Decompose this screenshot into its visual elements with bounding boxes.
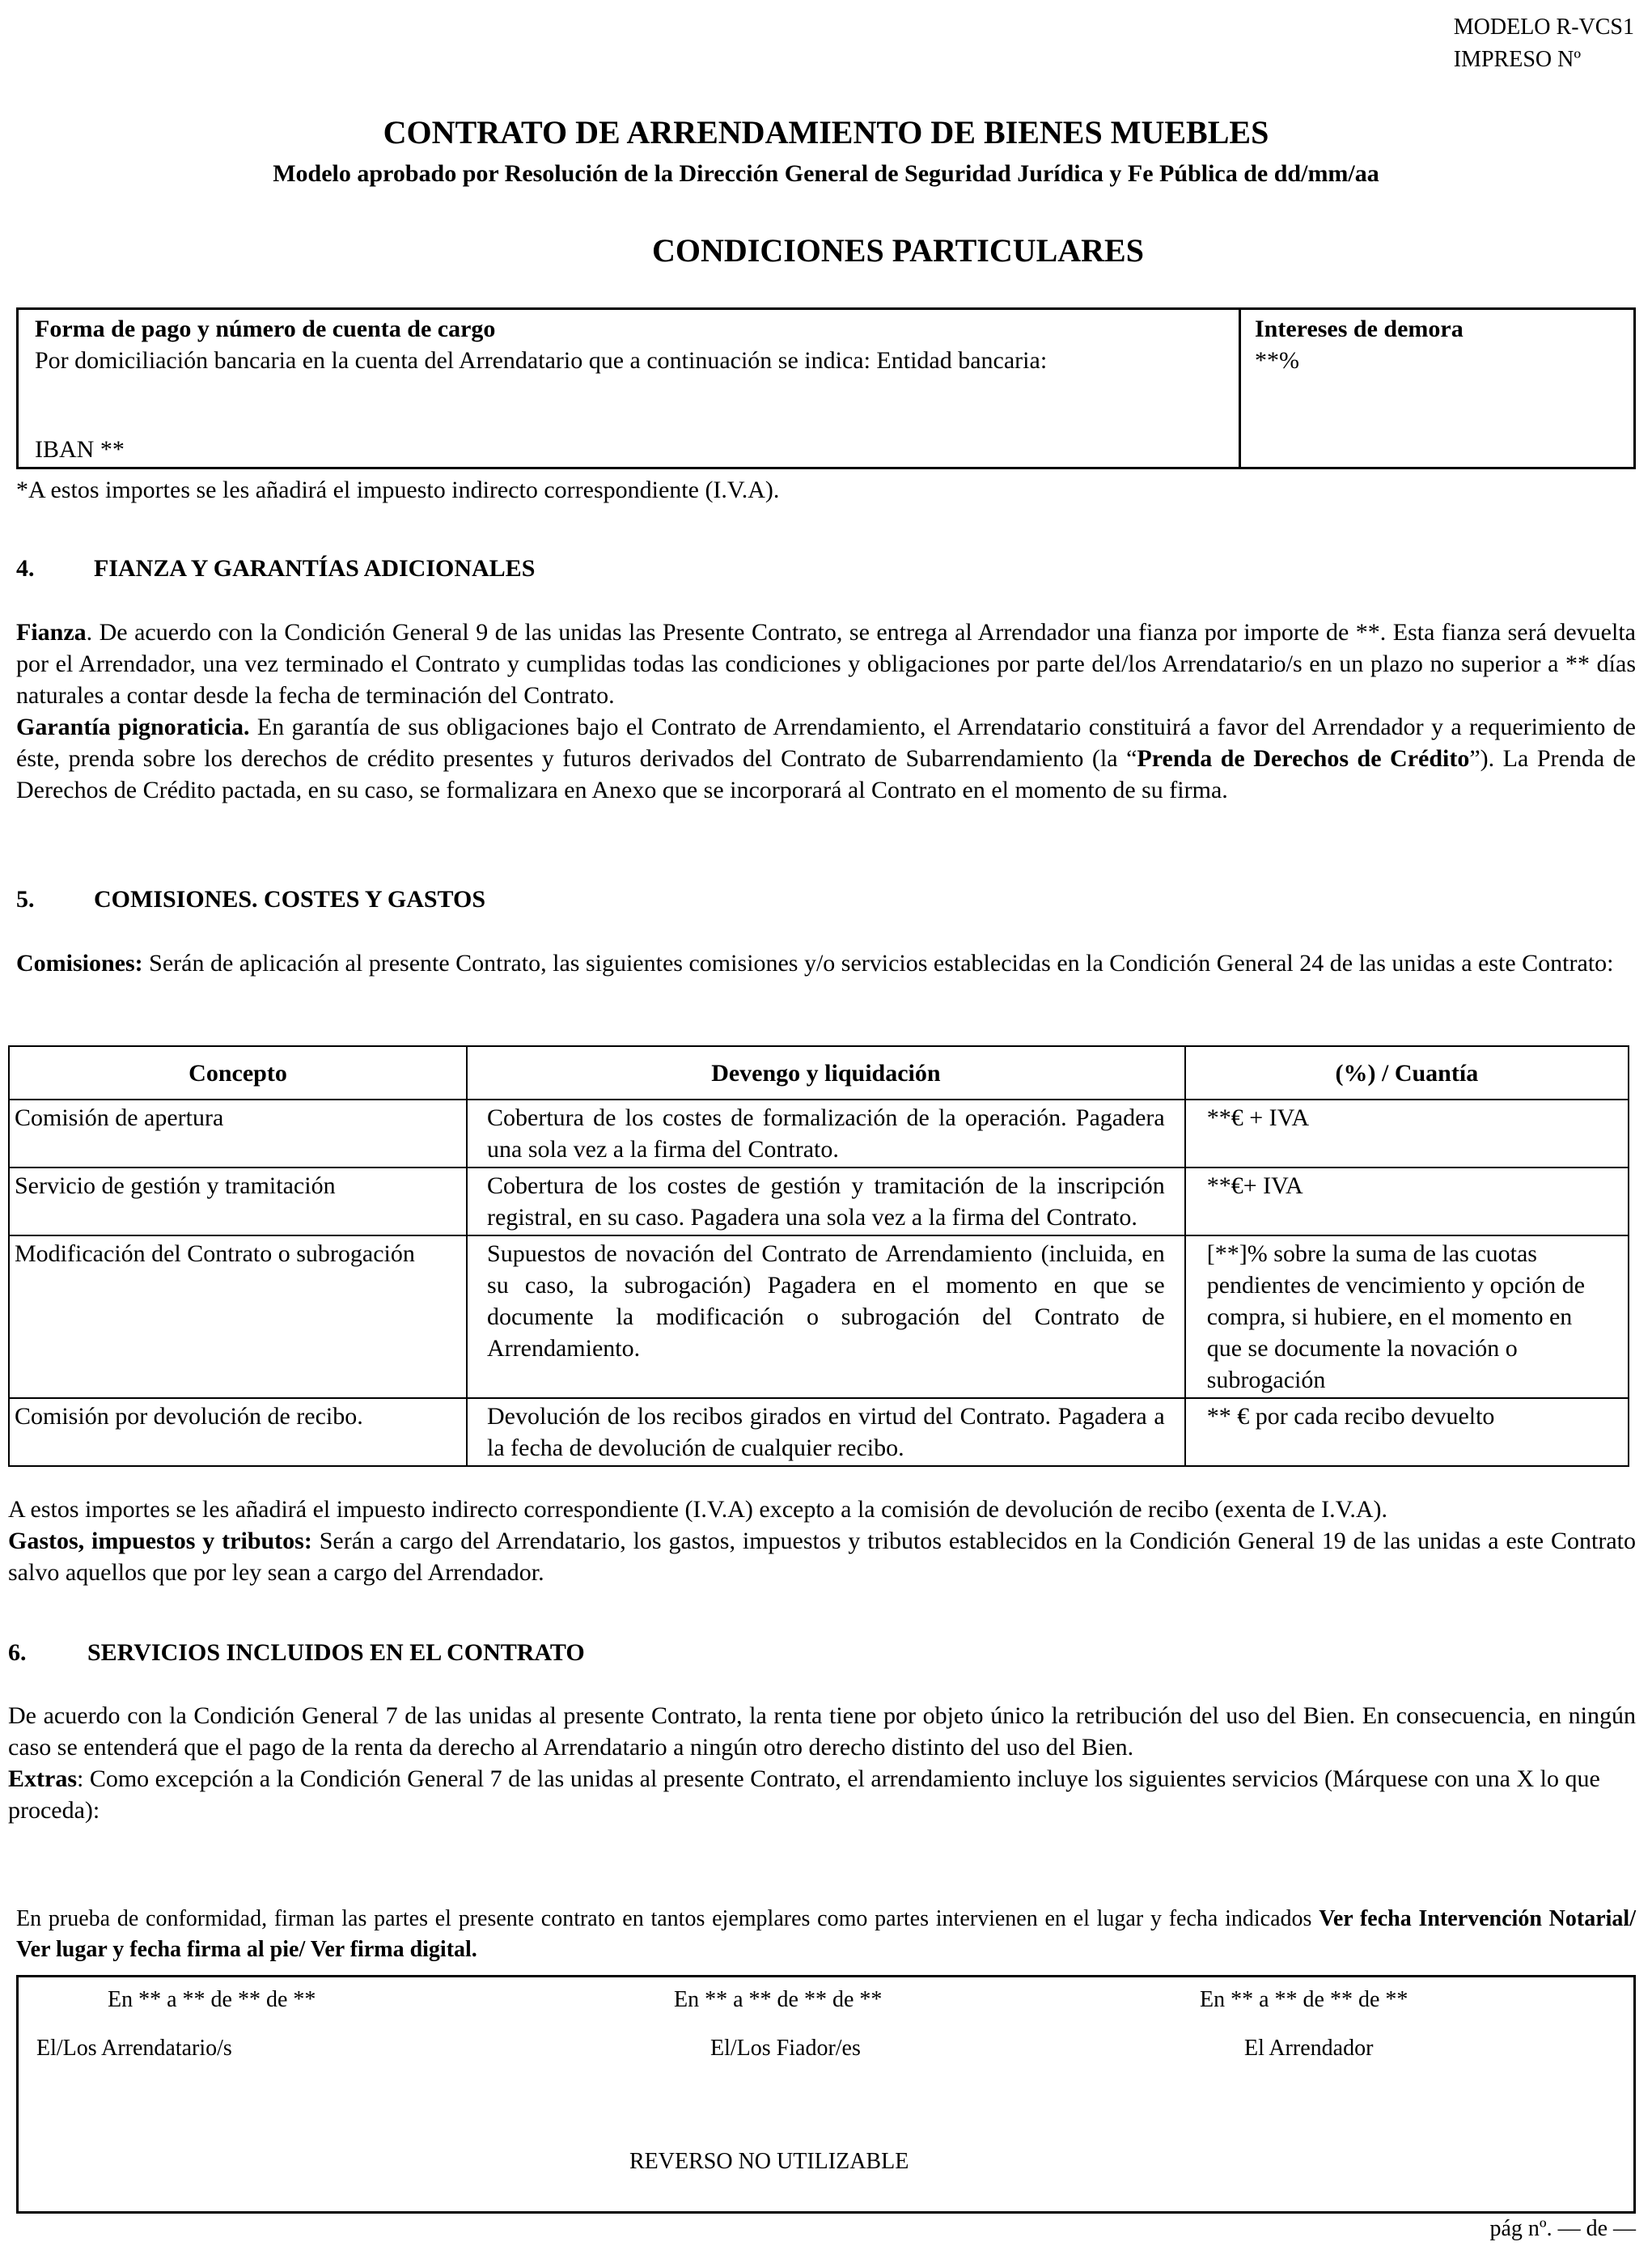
comisiones-paragraph	[16, 947, 1626, 979]
table-cell: Supuestos de novación del Contrato de Arrendamiento (incluida, en su caso, la subrogación) Pagadera en el momento en que se documente la modificación o subrogación del Contrato de Arrendamiento.	[467, 1235, 1185, 1398]
table-cell: [**]% sobre la suma de las cuotas pendientes de vencimiento y opción de compra, si hubiere, en el momento en que se documente la novación o subrogación	[1185, 1235, 1629, 1398]
table-cell: Devolución de los recibos girados en virtud del Contrato. Pagadera a la fecha de devolución de cualquier recibo.	[467, 1398, 1185, 1466]
extras-paragraph	[8, 1763, 1636, 1826]
section-5-title: COMISIONES. COSTES Y GASTOS	[94, 886, 486, 913]
gastos-text: Serán a cargo del Arrendatario, los gastos, impuestos y tributos establecidos en la Condición General 19 de las unidas a este Contrato salvo aquellos que por ley sean a cargo del Arrendador.	[8, 1528, 1636, 1586]
payment-box	[16, 307, 1636, 469]
garantia-label: Garantía pignoraticia.	[16, 714, 250, 740]
payment-text: Por domiciliación bancaria en la cuenta del Arrendatario que a continuación se indica: Entidad bancaria:	[35, 347, 1048, 374]
section-heading: CONDICIONES PARTICULARES	[652, 232, 1144, 269]
table-header-concepto: Concepto	[9, 1046, 467, 1100]
model-code-block	[1454, 11, 1634, 76]
signature-party-arrendatario: El/Los Arrendatario/s	[36, 2036, 232, 2061]
table-cell: Cobertura de los costes de formalización de la operación. Pagadera una sola vez a la firma del Contrato.	[467, 1100, 1185, 1167]
comisiones-text: Serán de aplicación al presente Contrato, las siguientes comisiones y/o servicios establecidas en la Condición General 24 de las unidas a este Contrato:	[142, 950, 1614, 977]
table-row	[9, 1100, 1629, 1167]
page-number: pág nº. — de —	[1489, 2216, 1636, 2241]
model-code: MODELO R-VCS1	[1453, 15, 1634, 40]
reverse-note: REVERSO NO UTILIZABLE	[629, 2149, 909, 2174]
payment-label: Forma de pago y número de cuenta de cargo	[35, 316, 496, 342]
table-header-devengo: Devengo y liquidación	[467, 1046, 1185, 1100]
section-6-number: 6.	[8, 1639, 27, 1666]
fianza-label: Fianza	[16, 619, 87, 646]
interest-value: **%	[1255, 347, 1299, 374]
garantia-text-2: ”). La Prenda de Derechos de Crédito pactada, en su caso, se formalizara en Anexo que se incorporará al Contrato en el momento de su firma.	[16, 745, 1636, 803]
garantia-paragraph	[16, 711, 1636, 806]
comisiones-label: Comisiones:	[16, 950, 143, 977]
garantia-text-1: En garantía de sus obligaciones bajo el Contrato de Arrendamiento, el Arrendatario constituirá a favor del Arrendador y a requerimiento de éste, prenda sobre los derechos de crédito presentes y futuros derivados del Contrato de Subarrendamiento (la “	[16, 714, 1636, 772]
table-cell: Comisión de apertura	[9, 1100, 467, 1167]
table-cell: Modificación del Contrato o subrogación	[9, 1235, 467, 1398]
iban-field: IBAN **	[35, 436, 125, 463]
extras-text: : Como excepción a la Condición General 7 de las unidas al presente Contrato, el arrendamiento incluye los siguientes servicios (Márquese con una X lo que proceda):	[8, 1765, 1600, 1824]
signature-date-2: En ** a ** de ** de **	[674, 1987, 883, 2012]
table-row	[9, 1398, 1629, 1466]
fianza-text: . De acuerdo con la Condición General 9 de las unidas las Presente Contrato, se entrega al Arrendador una fianza por importe de **. Esta fianza será devuelta por el Arrendador, una vez terminado el Contrato y cumplidas todas las condiciones y obligaciones por parte del/los Arrendatario/s en un plazo no superior a ** días naturales a contar desde la fecha de terminación del Contrato.	[16, 619, 1636, 709]
section-5-number: 5.	[16, 886, 35, 913]
section-4-title: FIANZA Y GARANTÍAS ADICIONALES	[94, 555, 536, 582]
gastos-paragraph	[8, 1525, 1636, 1588]
conformity-text: En prueba de conformidad, firman las partes el presente contrato en tantos ejemplares como partes intervienen en el lugar y fecha indicados	[16, 1906, 1319, 1931]
table-cell: Cobertura de los costes de gestión y tramitación de la inscripción registral, en su caso. Pagadera una sola vez a la firma del Contrato.	[467, 1167, 1185, 1235]
gastos-label: Gastos, impuestos y tributos:	[8, 1528, 312, 1554]
section-4-heading	[16, 555, 535, 583]
section-6-title: SERVICIOS INCLUIDOS EN EL CONTRATO	[87, 1639, 585, 1666]
table-cell: **€ + IVA	[1185, 1100, 1629, 1167]
signature-date-3: En ** a ** de ** de **	[1200, 1987, 1408, 2012]
document-title: CONTRATO DE ARRENDAMIENTO DE BIENES MUEBLES	[383, 114, 1269, 150]
signature-box	[16, 1975, 1636, 2214]
signature-date-1: En ** a ** de ** de **	[108, 1987, 316, 2012]
commissions-table	[8, 1045, 1629, 1467]
table-cell: Servicio de gestión y tramitación	[9, 1167, 467, 1235]
table-row	[9, 1167, 1629, 1235]
after-table-note: A estos importes se les añadirá el impuesto indirecto correspondiente (I.V.A) excepto a la comisión de devolución de recibo (exenta de I.V.A).	[8, 1496, 1388, 1523]
tax-note: *A estos importes se les añadirá el impuesto indirecto correspondiente (I.V.A).	[16, 477, 780, 503]
box-divider	[1239, 310, 1241, 467]
signature-party-arrendador: El Arrendador	[1244, 2036, 1374, 2061]
table-cell: **€+ IVA	[1185, 1167, 1629, 1235]
garantia-bold: Prenda de Derechos de Crédito	[1137, 745, 1470, 772]
table-cell: Comisión por devolución de recibo.	[9, 1398, 467, 1466]
section-6-heading	[8, 1639, 585, 1667]
table-row	[9, 1235, 1629, 1398]
conformity-bold: Ver fecha Intervención Notarial/ Ver lugar y fecha firma al pie/ Ver firma digital.	[16, 1906, 1636, 1962]
table-header-cuantia: (%) / Cuantía	[1185, 1046, 1629, 1100]
table-header-row	[9, 1046, 1629, 1100]
extras-label: Extras	[8, 1765, 77, 1792]
fianza-paragraph	[16, 617, 1636, 711]
servicios-paragraph: De acuerdo con la Condición General 7 de las unidas al presente Contrato, la renta tiene por objeto único la retribución del uso del Bien. En consecuencia, en ningún caso se entenderá que el pago de la renta da derecho al Arrendatario a ningún otro derecho distinto del uso del Bien.	[8, 1702, 1636, 1761]
section-5-heading	[16, 886, 485, 913]
interest-label: Intereses de demora	[1255, 316, 1464, 342]
document-subtitle: Modelo aprobado por Resolución de la Dirección General de Seguridad Jurídica y Fe Pública de dd/mm/aa	[273, 160, 1379, 187]
table-cell: ** € por cada recibo devuelto	[1185, 1398, 1629, 1466]
section-4-number: 4.	[16, 555, 35, 582]
conformity-paragraph	[16, 1904, 1636, 1965]
signature-party-fiador: El/Los Fiador/es	[710, 2036, 861, 2061]
impreso-number: IMPRESO Nº	[1453, 47, 1582, 72]
